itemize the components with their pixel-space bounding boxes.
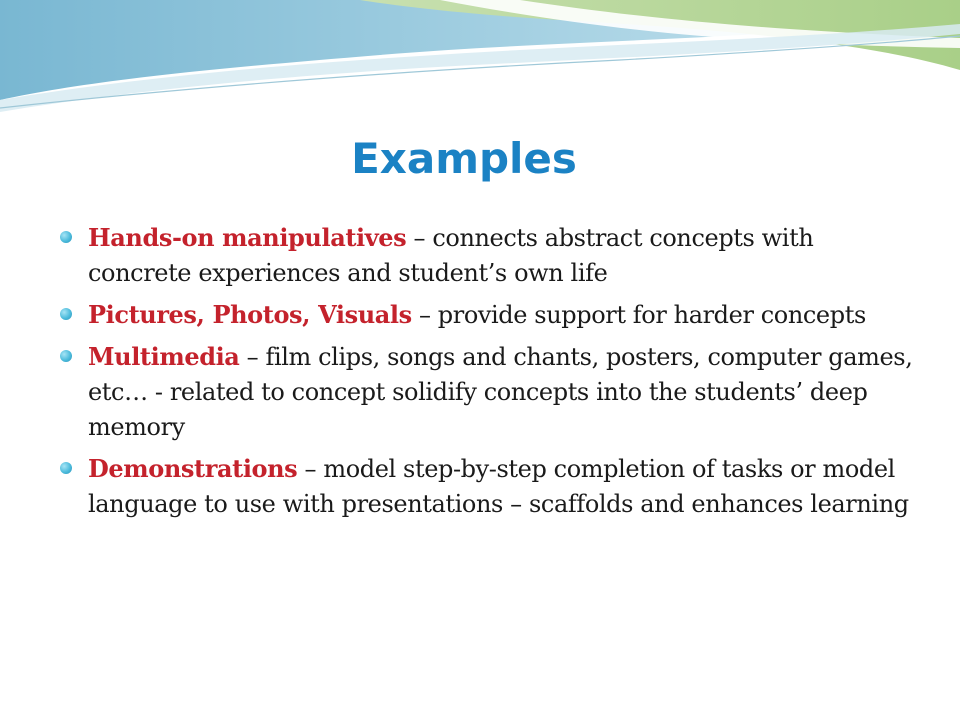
bullet-text: – film clips, songs and chants, posters, computer games, etc… - related to concept solidify concepts into the students’ deep memory (88, 343, 913, 441)
header-wave-decoration (0, 0, 960, 130)
bullet-item (56, 220, 916, 291)
bullet-dot-icon (60, 231, 72, 243)
bullet-term: Pictures, Photos, Visuals (88, 300, 412, 329)
bullet-item (56, 339, 916, 445)
bullet-term: Hands-on manipulatives (88, 223, 407, 252)
bullet-dot-icon (60, 350, 72, 362)
bullet-dot-icon (60, 462, 72, 474)
bullet-dot-icon (60, 308, 72, 320)
bullet-text: – model step-by-step completion of tasks or model language to use with presentations – scaffolds and enhances learning (88, 455, 909, 518)
bullet-term: Demonstrations (88, 454, 298, 483)
bullet-item (56, 297, 916, 333)
bullet-text: – provide support for harder concepts (411, 301, 866, 329)
bullet-list (56, 220, 916, 528)
bullet-term: Multimedia (88, 342, 240, 371)
bullet-text: – connects abstract concepts with concrete experiences and student’s own life (88, 224, 814, 287)
slide-title: Examples (351, 134, 577, 183)
bullet-item (56, 451, 916, 522)
